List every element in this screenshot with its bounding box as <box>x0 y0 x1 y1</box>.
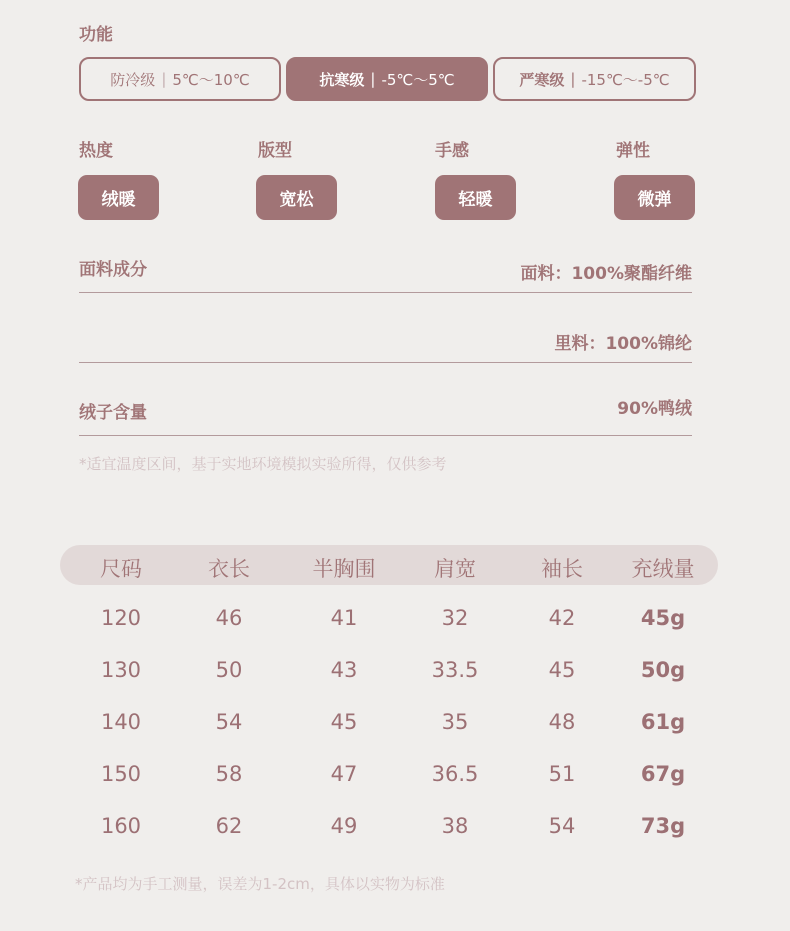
function-option-name: 防冷级 <box>110 70 156 89</box>
cell-fill-weight: 45g <box>640 606 686 630</box>
divider: | <box>370 70 376 88</box>
cell-length: 54 <box>215 710 243 734</box>
header-sleeve: 袖长 <box>541 557 583 581</box>
cell-half-chest: 47 <box>330 762 358 786</box>
cell-half-chest: 49 <box>330 814 358 838</box>
divider-line <box>79 292 692 293</box>
function-option-severe-cold[interactable] <box>493 57 696 101</box>
cell-half-chest: 41 <box>330 606 358 630</box>
cell-size: 160 <box>100 814 142 838</box>
cell-shoulder: 32 <box>441 606 469 630</box>
function-option-cold-resistant[interactable] <box>286 57 488 101</box>
cell-fill-weight: 73g <box>640 814 686 838</box>
cell-shoulder: 36.5 <box>431 762 479 786</box>
attribute-value-feel: 轻暖 <box>435 175 516 220</box>
cell-fill-weight: 67g <box>640 762 686 786</box>
attribute-value-elasticity: 微弹 <box>614 175 695 220</box>
function-option-name: 严寒级 <box>519 70 565 89</box>
cell-sleeve: 45 <box>548 658 576 682</box>
function-option-range: 5℃～10℃ <box>172 70 250 89</box>
cell-size: 130 <box>100 658 142 682</box>
attribute-value-fit: 宽松 <box>256 175 337 220</box>
cell-length: 58 <box>215 762 243 786</box>
function-label: 功能 <box>79 25 113 45</box>
attribute-label-warmth: 热度 <box>79 141 113 161</box>
down-value: 90%鸭绒 <box>617 399 692 419</box>
cell-fill-weight: 50g <box>640 658 686 682</box>
divider-line <box>79 435 692 436</box>
attribute-label-feel: 手感 <box>435 141 469 161</box>
cell-shoulder: 38 <box>441 814 469 838</box>
header-size: 尺码 <box>100 557 142 581</box>
divider: | <box>570 70 576 88</box>
header-half-chest: 半胸围 <box>312 557 376 581</box>
attribute-value-warmth: 绒暖 <box>78 175 159 220</box>
cell-shoulder: 35 <box>441 710 469 734</box>
down-label: 绒子含量 <box>79 403 147 423</box>
cell-size: 140 <box>100 710 142 734</box>
cell-sleeve: 48 <box>548 710 576 734</box>
divider-line <box>79 362 692 363</box>
cell-length: 46 <box>215 606 243 630</box>
cell-length: 62 <box>215 814 243 838</box>
header-fill-weight: 充绒量 <box>631 557 695 581</box>
fabric-label: 面料成分 <box>79 260 147 280</box>
temperature-note: *适宜温度区间，基于实地环境模拟实验所得，仅供参考 <box>79 455 447 473</box>
cell-length: 50 <box>215 658 243 682</box>
function-option-range: -15℃～-5℃ <box>581 70 670 89</box>
divider: | <box>161 70 167 88</box>
header-shoulder: 肩宽 <box>434 557 476 581</box>
fabric-value: 面料：100%聚酯纤维 <box>520 264 692 284</box>
function-option-name: 抗寒级 <box>319 70 365 89</box>
function-option-cold-proof[interactable] <box>79 57 281 101</box>
cell-sleeve: 54 <box>548 814 576 838</box>
cell-half-chest: 45 <box>330 710 358 734</box>
cell-fill-weight: 61g <box>640 710 686 734</box>
measurement-note: *产品均为手工测量，误差为1-2cm，具体以实物为标准 <box>75 875 445 893</box>
cell-sleeve: 51 <box>548 762 576 786</box>
cell-size: 150 <box>100 762 142 786</box>
attribute-label-elasticity: 弹性 <box>616 141 650 161</box>
cell-sleeve: 42 <box>548 606 576 630</box>
lining-value: 里料：100%锦纶 <box>554 334 692 354</box>
cell-size: 120 <box>100 606 142 630</box>
cell-shoulder: 33.5 <box>431 658 479 682</box>
attribute-label-fit: 版型 <box>258 141 292 161</box>
cell-half-chest: 43 <box>330 658 358 682</box>
header-length: 衣长 <box>208 557 250 581</box>
function-option-range: -5℃～5℃ <box>381 70 455 89</box>
